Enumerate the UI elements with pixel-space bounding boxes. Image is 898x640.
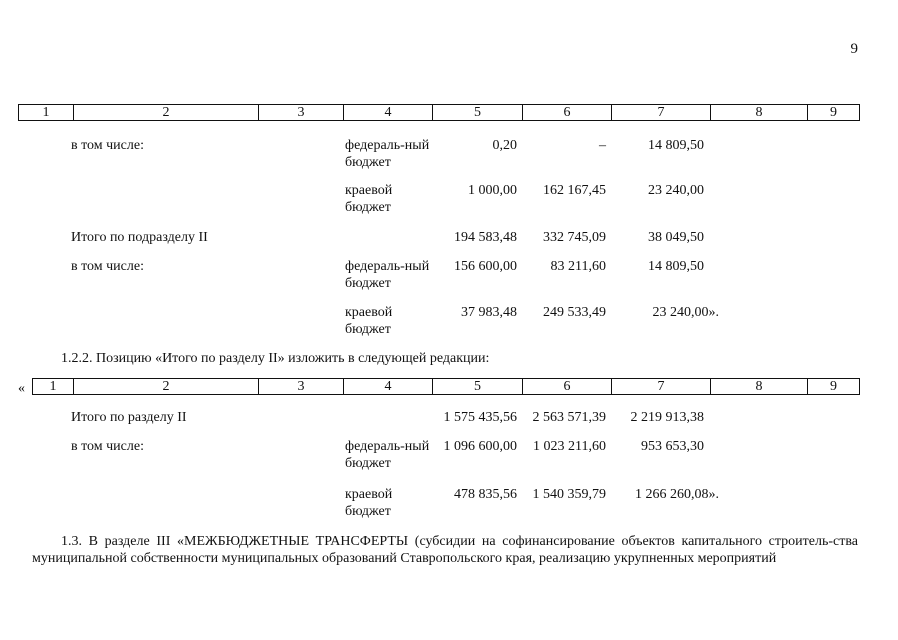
column-header-table-1 xyxy=(18,104,860,121)
row-value-col5: 478 835,56 xyxy=(454,487,517,502)
row-source: краевой бюджет xyxy=(345,487,393,519)
row-label: в том числе: xyxy=(71,138,144,153)
row-value-col6: 83 211,60 xyxy=(550,259,606,274)
row-value-col5: 156 600,00 xyxy=(454,259,517,274)
row-source: краевой бюджет xyxy=(345,183,393,215)
row-value-col5: 1 000,00 xyxy=(468,183,517,198)
row-source: краевой бюджет xyxy=(345,305,393,337)
header-cell: 7 xyxy=(612,105,711,121)
row-value-col6: 1 023 211,60 xyxy=(533,439,606,454)
row-value-col7: 953 653,30 xyxy=(641,439,704,454)
header-cell: 5 xyxy=(433,379,523,395)
header-cell: 4 xyxy=(344,105,433,121)
header-cell: 1 xyxy=(33,379,74,395)
row-source: федераль-ный бюджет xyxy=(345,259,430,291)
row-value-col7: 38 049,50 xyxy=(648,230,704,245)
header-cell: 2 xyxy=(74,379,259,395)
row-value-col5: 37 983,48 xyxy=(461,305,517,320)
opening-quote: « xyxy=(18,381,25,396)
header-cell: 5 xyxy=(433,105,523,121)
row-value-col5: 0,20 xyxy=(492,138,517,153)
header-cell: 3 xyxy=(259,379,344,395)
header-cell: 6 xyxy=(523,379,612,395)
page-number: 9 xyxy=(850,41,858,57)
header-cell: 8 xyxy=(711,105,808,121)
row-value-col7: 23 240,00 xyxy=(648,183,704,198)
row-value-col6: 2 563 571,39 xyxy=(532,410,606,425)
row-source: федераль-ный бюджет xyxy=(345,439,430,471)
header-cell: 2 xyxy=(74,105,259,121)
paragraph-1-3: 1.3. В разделе III «МЕЖБЮДЖЕТНЫЕ ТРАНСФЕРТЫ (субсидии на софинансирование объектов капитального строитель-ства муниципальной собственности муниципальных образований Ставропольского края, реализацию укрупненных мероприятий xyxy=(32,534,858,566)
row-value-col6: 162 167,45 xyxy=(543,183,606,198)
header-cell: 8 xyxy=(711,379,808,395)
header-cell: 6 xyxy=(523,105,612,121)
header-cell: 9 xyxy=(808,105,860,121)
row-value-col6: – xyxy=(599,138,606,153)
row-value-col6: 249 533,49 xyxy=(543,305,606,320)
row-value-col7: 14 809,50 xyxy=(648,259,704,274)
row-value-col7: 2 219 913,38 xyxy=(630,410,704,425)
row-source: федераль-ный бюджет xyxy=(345,138,430,170)
row-label: Итого по разделу II xyxy=(71,410,187,425)
row-value-col5: 1 096 600,00 xyxy=(443,439,517,454)
row-value-col6: 332 745,09 xyxy=(543,230,606,245)
paragraph-1-2-2: 1.2.2. Позицию «Итого по разделу II» изложить в следующей редакции: xyxy=(61,351,490,366)
row-value-col7: 1 266 260,08». xyxy=(635,487,719,502)
column-header-table-2 xyxy=(32,378,860,395)
header-cell: 9 xyxy=(808,379,860,395)
header-cell: 3 xyxy=(259,105,344,121)
row-label: Итого по подразделу II xyxy=(71,230,208,245)
header-cell: 1 xyxy=(19,105,74,121)
row-label: в том числе: xyxy=(71,439,144,454)
row-value-col6: 1 540 359,79 xyxy=(532,487,606,502)
row-value-col7: 14 809,50 xyxy=(648,138,704,153)
row-value-col7: 23 240,00». xyxy=(652,305,719,320)
header-cell: 7 xyxy=(612,379,711,395)
row-value-col5: 194 583,48 xyxy=(454,230,517,245)
row-label: в том числе: xyxy=(71,259,144,274)
row-value-col5: 1 575 435,56 xyxy=(443,410,517,425)
header-cell: 4 xyxy=(344,379,433,395)
